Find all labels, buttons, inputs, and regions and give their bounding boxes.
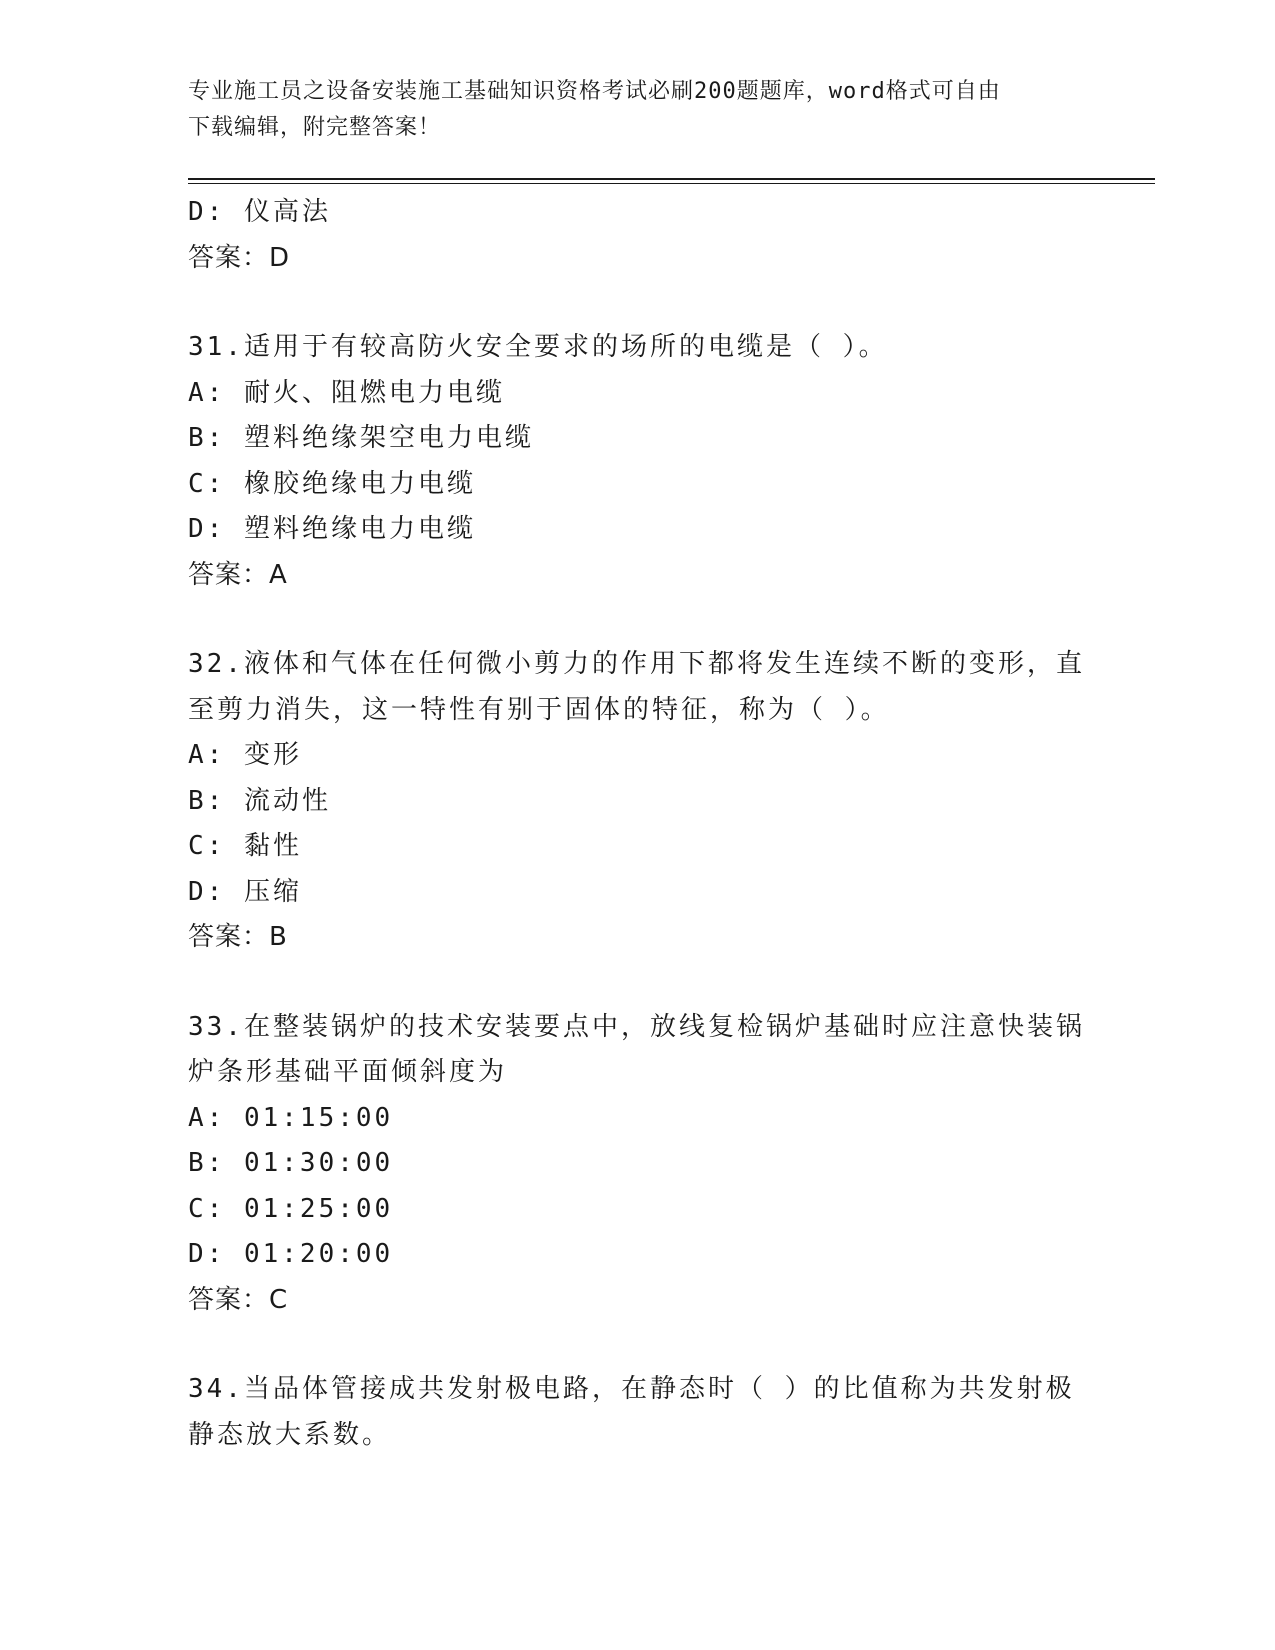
spacer [188,598,1088,642]
question-34-stem-line-1: 34.当品体管接成共发射极电路，在静态时（ ）的比值称为共发射极 [188,1374,1075,1404]
question-33-option-a: A: 01:15:00 [188,1102,394,1133]
question-32-option-b: B: 流动性 [188,785,331,816]
question-32-answer: 答案：B [188,922,288,952]
spacer [188,281,1088,325]
question-32-stem-line-2: 至剪力消失，这一特性有别于固体的特征，称为（ ）。 [188,694,890,725]
question-33-stem-line-2: 炉条形基础平面倾斜度为 [188,1057,508,1087]
question-31-stem: 31.适用于有较高防火安全要求的场所的电缆是（ ）。 [188,332,888,362]
question-33-option-d: D: 01:20:00 [188,1239,394,1269]
question-content [188,190,1088,1458]
question-31-option-d: D: 塑料绝缘电力电缆 [188,514,476,544]
question-33-option-c: C: 01:25:00 [188,1193,394,1224]
question-31-option-b: B: 塑料绝缘架空电力电缆 [188,423,534,453]
question-33-stem-line-1: 33.在整装锅炉的技术安装要点中，放线复检锅炉基础时应注意快装锅 [188,1011,1085,1042]
prev-option-d: D: 仪高法 [188,197,331,227]
header-line-2: 下载编辑，附完整答案！ [188,115,442,140]
spacer [188,961,1088,1005]
header-rule-thick [188,178,1155,180]
header-line-1: 专业施工员之设备安装施工基础知识资格考试必刷200题题库，word格式可自由 [188,79,1001,104]
question-33-option-b: B: 01:30:00 [188,1148,394,1178]
question-32-stem-line-1: 32.液体和气体在任何微小剪力的作用下都将发生连续不断的变形，直 [188,649,1085,679]
question-33-answer: 答案：C [188,1284,289,1315]
prev-answer: 答案：D [188,242,291,273]
spacer [188,1323,1088,1367]
question-32-option-c: C: 黏性 [188,831,302,861]
page-header [188,74,1068,146]
header-rule-thin [188,183,1155,184]
question-32-option-d: D: 压缩 [188,876,302,907]
question-31-answer: 答案：A [188,559,288,590]
question-31-option-a: A: 耐火、阻燃电力电缆 [188,377,505,408]
question-31-option-c: C: 橡胶绝缘电力电缆 [188,468,476,499]
question-32-option-a: A: 变形 [188,740,302,770]
question-34-stem-line-2: 静态放大系数。 [188,1419,392,1450]
